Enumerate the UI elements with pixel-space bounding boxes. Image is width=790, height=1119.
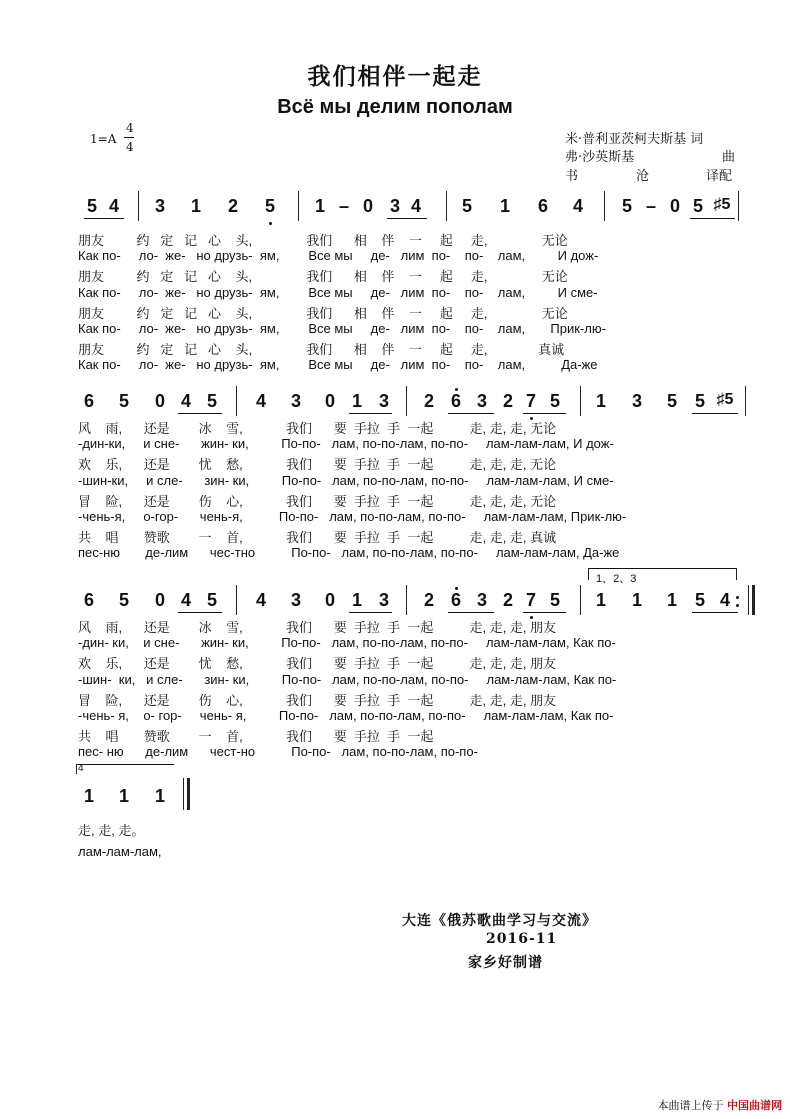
barline	[406, 386, 407, 416]
lyric-line: 朋友 约 定 记 心 头, 我们 相 伴 一 起 走, 无论	[78, 305, 568, 321]
lyric-line: -чень-я, о-гор- чень-я, По-по- лам, по-по-лам, по-по- лам-лам-лам, Прик-лю-	[78, 509, 627, 524]
note: 0	[669, 196, 681, 216]
upload-credit	[658, 1097, 783, 1113]
footer-arranger: 家乡好制谱	[468, 955, 543, 971]
lyric-line: -дин- ки, и сне- жин- ки, По-по- лам, по-по-лам, по-по- лам-лам-лам, Как по-	[78, 635, 616, 651]
barline	[236, 386, 237, 416]
note: 3	[378, 590, 390, 610]
barline	[738, 191, 739, 221]
note: 5	[118, 391, 130, 411]
lyric-line: 冒 险, 还是 伤 心, 我们 要 手拉 手 一起 走, 走, 走, 朋友	[78, 692, 557, 708]
note: 3	[631, 391, 643, 411]
barline	[236, 585, 237, 615]
note: 5	[694, 391, 706, 411]
note: 4	[255, 590, 267, 610]
barline	[446, 191, 447, 221]
time-signature-bottom: 4	[126, 140, 134, 154]
lyric-line: 朋友 约 定 记 心 头, 我们 相 伴 一 起 走, 真诚	[78, 342, 565, 358]
note: 5	[86, 196, 98, 216]
credit-composer-name: 弗·沙英斯基	[565, 150, 635, 165]
lyric-line: 欢 乐, 还是 忧 愁, 我们 要 手拉 手 一起 走, 走, 走, 朋友	[78, 656, 557, 672]
lyric-line: 风 雨, 还是 冰 雪, 我们 要 手拉 手 一起 走, 走, 走, 无论	[78, 421, 557, 436]
beam-underline	[349, 413, 392, 414]
volta-bracket-left	[76, 764, 77, 774]
note: 4	[572, 196, 584, 216]
note: 6	[450, 590, 462, 610]
note: 5	[461, 196, 473, 216]
repeat-dot	[736, 604, 739, 607]
note: 1	[351, 590, 363, 610]
note: 3	[476, 590, 488, 610]
beam-underline	[523, 413, 566, 414]
barline	[745, 386, 746, 416]
note: 4	[180, 590, 192, 610]
credit-translator-a: 书	[565, 169, 579, 184]
note: 7	[525, 391, 537, 411]
lyric-line: 风 雨, 还是 冰 雪, 我们 要 手拉 手 一起 走, 走, 走, 朋友	[78, 620, 557, 635]
time-signature-line	[124, 137, 134, 138]
note: 3	[154, 196, 166, 216]
upper-octave-dot	[455, 388, 458, 391]
note: 1	[631, 590, 643, 610]
barline	[748, 585, 749, 615]
note: 6	[537, 196, 549, 216]
note: 3	[476, 391, 488, 411]
time-signature-top: 4	[126, 121, 134, 135]
upper-octave-dot	[455, 587, 458, 590]
beam-underline	[178, 612, 222, 613]
note: 1	[666, 590, 678, 610]
note: 1	[314, 196, 326, 216]
note: 4	[108, 196, 120, 216]
note: 0	[324, 391, 336, 411]
note: 2	[502, 391, 514, 411]
beam-underline	[387, 218, 427, 219]
note: 3	[290, 590, 302, 610]
note: 6	[450, 391, 462, 411]
note: 0	[154, 590, 166, 610]
beam-underline	[448, 612, 494, 613]
footer-date: 2016-11	[486, 931, 558, 947]
credit-translator-role: 译配	[706, 169, 733, 184]
note: –	[645, 196, 657, 216]
lyric-line: Как по- ло- же- но друзь- ям, Все мы де- лим по- по- лам, И сме-	[78, 284, 598, 300]
note: 7	[525, 590, 537, 610]
barline	[298, 191, 299, 221]
note: 2	[502, 590, 514, 610]
barline	[406, 585, 407, 615]
note: 1	[118, 786, 130, 806]
beam-underline	[692, 413, 738, 414]
note: 5	[621, 196, 633, 216]
beam-underline	[692, 612, 738, 613]
key-signature: 1=A	[90, 132, 117, 146]
note: 1	[595, 590, 607, 610]
note: 3	[389, 196, 401, 216]
volta-bracket-line	[588, 568, 736, 569]
lyric-line: -дин-ки, и сне- жин- ки, По-по- лам, по-по-лам, по-по- лам-лам-лам, И дож-	[78, 436, 614, 452]
credit-composer-role: 曲	[722, 150, 736, 165]
lower-octave-dot	[269, 222, 272, 225]
note: 5	[666, 391, 678, 411]
upload-brand: 中国曲谱网	[727, 1099, 782, 1112]
note: 1	[154, 786, 166, 806]
lyric-line: пес- ню де-лим чест-но По-по- лам, по-по-лам, по-по-	[78, 744, 478, 760]
volta-label: 4	[78, 763, 84, 774]
barline	[580, 585, 581, 615]
note: 0	[324, 590, 336, 610]
lyric-line: 朋友 约 定 记 心 头, 我们 相 伴 一 起 走, 无论	[78, 269, 568, 285]
lyric-line: лам-лам-лам,	[78, 844, 162, 859]
beam-underline	[349, 612, 392, 613]
note: 4	[719, 590, 731, 610]
barline	[138, 191, 139, 221]
note: 1	[351, 391, 363, 411]
note: 5	[692, 196, 704, 216]
footer-source: 大连《俄苏歌曲学习与交流》	[402, 913, 597, 929]
note: 0	[362, 196, 374, 216]
song-title-chinese: 我们相伴一起走	[307, 63, 483, 90]
volta-bracket-right	[736, 568, 737, 580]
note: ♯5	[716, 391, 734, 408]
beam-underline	[523, 612, 566, 613]
lyric-line: Как по- ло- же- но друзь- ям, Все мы де- лим по- по- лам, Да-же	[78, 357, 598, 373]
lyric-line: Как по- ло- же- но друзь- ям, Все мы де- лим по- по- лам, И дож-	[78, 248, 599, 264]
lyric-line: пес-ню де-лим чес-тно По-по- лам, по-по-лам, по-по- лам-лам-лам, Да-же	[78, 545, 620, 561]
beam-underline	[178, 413, 222, 414]
note: 5	[549, 590, 561, 610]
note: 2	[227, 196, 239, 216]
note: 1	[595, 391, 607, 411]
final-barline-thin	[183, 778, 184, 810]
note: 3	[378, 391, 390, 411]
note: 4	[255, 391, 267, 411]
lyric-line: -шин-ки, и сле- зин- ки, По-по- лам, по-по-лам, по-по- лам-лам-лам, И сме-	[78, 472, 614, 488]
lyric-line: Как по- ло- же- но друзь- ям, Все мы де- лим по- по- лам, Прик-лю-	[78, 321, 606, 336]
note: 5	[206, 391, 218, 411]
song-title-russian: Всё мы делим пополам	[277, 96, 513, 118]
repeat-dot	[736, 596, 739, 599]
final-barline-thick	[187, 778, 190, 810]
note: 5	[694, 590, 706, 610]
beam-underline	[690, 218, 735, 219]
note: –	[338, 196, 350, 216]
lyric-line: 朋友 约 定 记 心 头, 我们 相 伴 一 起 走, 无论	[78, 233, 568, 248]
volta-bracket-line	[76, 764, 174, 765]
note: 1	[499, 196, 511, 216]
beam-underline	[448, 413, 494, 414]
lyric-line: -шин- ки, и сле- зин- ки, По-по- лам, по-по-лам, по-по- лам-лам-лам, Как по-	[78, 671, 617, 687]
note: 5	[549, 391, 561, 411]
note: 4	[180, 391, 192, 411]
volta-label: 1、2、3	[596, 573, 637, 585]
note: 2	[423, 590, 435, 610]
lyric-line: 冒 险, 还是 伤 心, 我们 要 手拉 手 一起 走, 走, 走, 无论	[78, 493, 557, 509]
barline	[752, 585, 755, 615]
note: 6	[83, 391, 95, 411]
beam-underline	[84, 218, 124, 219]
note: 3	[290, 391, 302, 411]
barline	[580, 386, 581, 416]
note: 1	[190, 196, 202, 216]
lyric-line: 共 唱 赞歌 一 首, 我们 要 手拉 手 一起	[78, 729, 434, 745]
upload-prefix: 本曲谱上传于	[657, 1099, 724, 1112]
note: 1	[83, 786, 95, 806]
lyric-line: 欢 乐, 还是 忧 愁, 我们 要 手拉 手 一起 走, 走, 走, 无论	[78, 457, 557, 473]
note: 5	[118, 590, 130, 610]
lyric-line: -чень- я, о- гор- чень- я, По-по- лам, по-по-лам, по-по- лам-лам-лам, Как по-	[78, 708, 614, 723]
credit-lyricist: 米·普利亚茨柯夫斯基 词	[565, 132, 704, 147]
note: ♯5	[713, 196, 731, 213]
credit-translator-b: 沧	[636, 169, 650, 184]
note: 5	[264, 196, 276, 216]
lyric-line: 共 唱 赞歌 一 首, 我们 要 手拉 手 一起 走, 走, 走, 真诚	[78, 530, 557, 546]
volta-bracket-left	[588, 568, 589, 580]
note: 4	[410, 196, 422, 216]
note: 6	[83, 590, 95, 610]
note: 5	[206, 590, 218, 610]
note: 2	[423, 391, 435, 411]
lyric-line: 走, 走, 走。	[78, 823, 145, 838]
note: 0	[154, 391, 166, 411]
barline	[604, 191, 605, 221]
